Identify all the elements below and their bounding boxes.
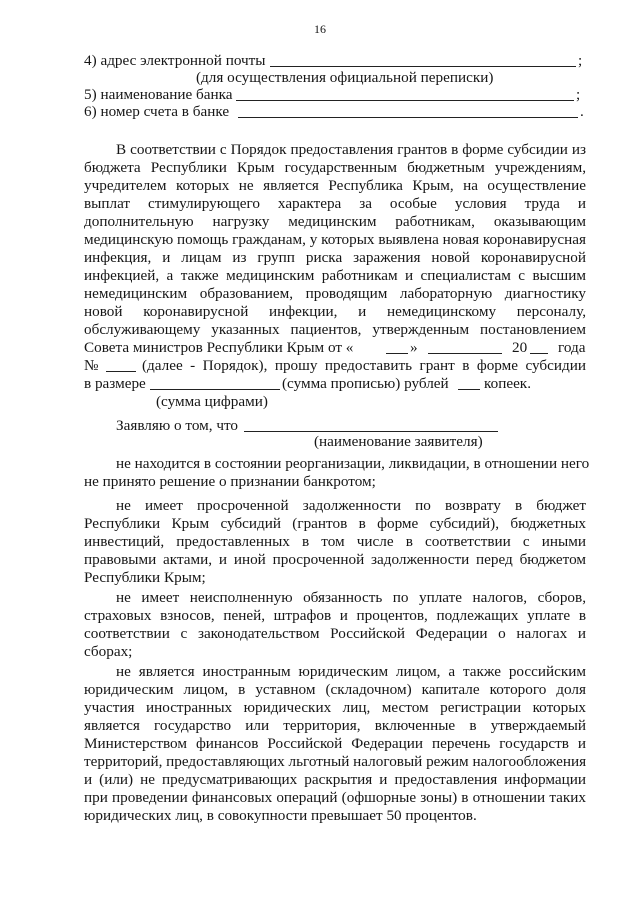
request-number-sign: № (84, 357, 99, 374)
account-label: 6) номер счета в банке (84, 103, 230, 120)
bank-blank-line (236, 100, 574, 101)
request-line: В соответствии с Порядок предоставления грантов в форме субсидии из (116, 141, 586, 158)
request-amount-kopecks: копеек. (484, 375, 531, 392)
condition-line: сборах; (84, 643, 133, 660)
request-line: инфекцией, а также медицинским работникам и специалистам с высшим (84, 267, 586, 284)
date-year-blank (530, 353, 548, 354)
request-line: бюджета Республики Крым государственным бюджетным учреждениям, (84, 159, 586, 176)
bank-label: 5) наименование банка (84, 86, 233, 103)
request-line: инфекция, и лицам из групп риска заражения новой коронавирусной (84, 249, 586, 266)
condition-line: территорий, предоставляющих льготный налоговый режим налогообложения (84, 753, 587, 770)
condition-line: и (или) не предусматривающих раскрытия и предоставления информации (84, 771, 586, 788)
request-date-quote: » (410, 339, 418, 356)
amount-digits-blank (150, 389, 280, 390)
request-line: выплат стимулирующего характера за особые условия труда и (84, 195, 586, 212)
request-date-century: 20 (512, 339, 528, 356)
email-note: (для осуществления официальной переписки) (196, 69, 494, 86)
request-line: новой коронавирусной инфекции, и немедицинскому персоналу, (84, 303, 586, 320)
date-day-blank (386, 353, 408, 354)
date-month-blank (428, 353, 502, 354)
request-line: дополнительную нагрузку медицинским работникам, оказывающим (84, 213, 586, 230)
email-tail: ; (578, 52, 583, 69)
kopecks-blank (458, 389, 480, 390)
bank-tail: ; (576, 86, 581, 103)
condition-line: не принято решение о признании банкротом; (84, 473, 376, 490)
condition-line: участия иностранных юридических лиц, местом регистрации которых (84, 699, 586, 716)
request-date-prefix: Совета министров Республики Крым от « (84, 339, 354, 356)
request-amount-words: (сумма прописью) рублей (282, 375, 449, 392)
condition-line: юридических лиц, в совокупности превышает 50 процентов. (84, 807, 477, 824)
sum-digits-note: (сумма цифрами) (156, 393, 268, 410)
condition-line: является государство или территория, включенные в утверждаемый (84, 717, 586, 734)
condition-line: правовыми актами, и иной просроченной задолженности перед бюджетом (84, 551, 586, 568)
number-blank (106, 371, 136, 372)
condition-line: Республики Крым; (84, 569, 206, 586)
condition-line: при проведении финансовых операций (офшорные зоны) в отношении таких (84, 789, 586, 806)
condition-line: инвестиций, предоставленных в том числе в соответствии с иными (84, 533, 586, 550)
email-label: 4) адрес электронной почты (84, 52, 266, 69)
condition-line: не имеет просроченной задолженности по возврату в бюджет (116, 497, 586, 514)
request-line: медицинскую помощь гражданам, у которых выявлена новая коронавирусная (84, 231, 586, 248)
condition-line: соответствии с законодательством Российской Федерации о налогах и (84, 625, 586, 642)
condition-line: Республики Крым субсидий (грантов в форме субсидий), бюджетных (84, 515, 586, 532)
request-date-year-word: года (558, 339, 586, 356)
account-blank-line (238, 117, 578, 118)
request-line: обслуживающему указанных пациентов, утвержденным постановлением (84, 321, 586, 338)
condition-line: не находится в состоянии реорганизации, ликвидации, в отношении него (116, 455, 590, 472)
account-tail: . (580, 103, 584, 120)
condition-line: юридическим лицом, в уставном (складочном) капитале которого доля (84, 681, 586, 698)
condition-line: страховых взносов, пеней, штрафов и процентов, подлежащих уплате в (84, 607, 586, 624)
request-amount-prefix: в размере (84, 375, 146, 392)
request-line: учредителем которых не является Республика Крым, на осуществление (84, 177, 586, 194)
request-number-text: (далее - Порядок), прошу предоставить грант в форме субсидии (142, 357, 586, 374)
condition-line: не имеет неисполненную обязанность по уплате налогов, сборов, (116, 589, 586, 606)
page-number: 16 (314, 22, 326, 36)
declaration-label: Заявляю о том, что (116, 417, 239, 434)
applicant-name-note: (наименование заявителя) (314, 433, 483, 450)
applicant-name-blank (244, 431, 498, 432)
condition-line: Министерством финансов Российской Федерации перечень государств и (84, 735, 586, 752)
email-blank-line (270, 66, 576, 67)
condition-line: не является иностранным юридическим лицом, а также российским (116, 663, 586, 680)
request-line: немедицинским образованием, проводящим лабораторную диагностику (84, 285, 586, 302)
